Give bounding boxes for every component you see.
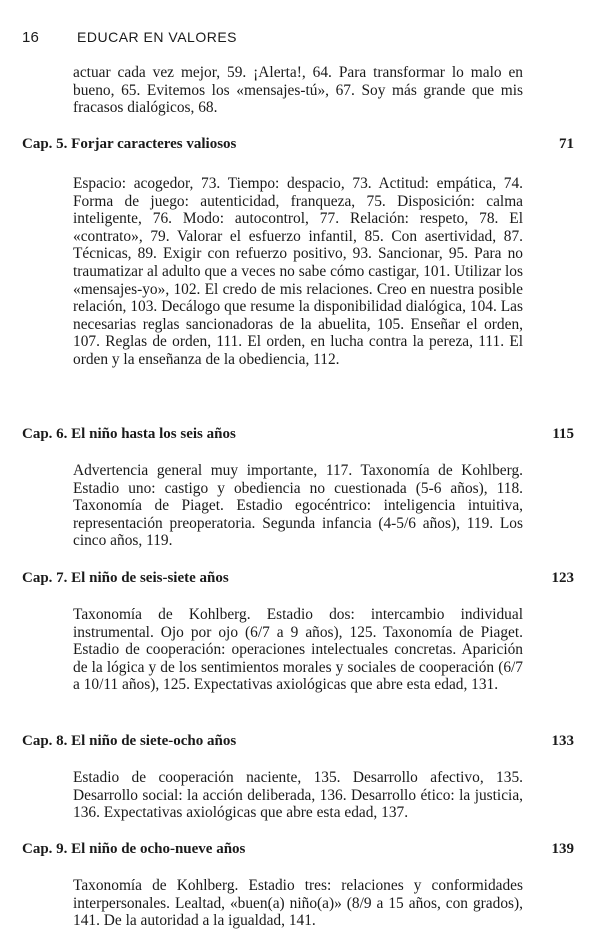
- chapter-heading-5: [22, 136, 574, 153]
- chapter-page: 139: [551, 841, 574, 857]
- chapter-title: Cap. 9. El niño de ocho-nueve años: [22, 841, 246, 857]
- chapter-page: 123: [551, 570, 574, 586]
- chapter-summary-9: Taxonomía de Kohlberg. Estadio tres: relaciones y conformidades interpersonales. Lealtad, «buen(a) niño(a)» (8/9 a 15 años, con grados), 141. De la autoridad a la igualdad, 141.: [73, 877, 523, 930]
- chapter-summary-5: Espacio: acogedor, 73. Tiempo: despacio, 73. Actitud: empática, 74. Forma de juego: autenticidad, franqueza, 75. Disposición: calma inteligente, 76. Modo: autocontrol, 77. Relación: respeto, 78. El «contrato», 79. Valorar el esfuerzo infantil, 85. Con asertividad, 87. Técnicas, 89. Exigir con refuerzo positivo, 93. Sancionar, 95. Para no traumatizar al adulto que a veces no sabe cómo castigar, 101. Utilizar los «mensajes-yo», 102. El credo de mis relaciones. Creo en nuestra posible relación, 103. Decálogo que resume la disponibilidad dialógica, 104. Las necesarias reglas sancionadoras de la abuelita, 105. Enseñar el orden, 107. Reglas de orden, 111. El orden, en lucha contra la pereza, 111. El orden y la enseñanza de la obediencia, 112.: [73, 175, 523, 368]
- chapter-title: Cap. 6. El niño hasta los seis años: [22, 426, 236, 442]
- book-title: EDUCAR EN VALORES: [77, 29, 237, 45]
- chapter-summary-6: Advertencia general muy importante, 117. Taxonomía de Kohlberg. Estadio uno: castigo y obediencia no cuestionada (5-6 años), 118. Taxonomía de Piaget. Estadio egocéntrico: inteligencia intuitiva, representación preoperatoria. Segunda infancia (4-5/6 años), 119. Los cinco años, 119.: [73, 462, 523, 550]
- intro-paragraph: actuar cada vez mejor, 59. ¡Alerta!, 64. Para transformar lo malo en bueno, 65. Evitemos los «mensajes-tú», 67. Soy más grande que mis fracasos dialógicos, 68.: [73, 64, 523, 117]
- page-number: 16: [22, 29, 40, 46]
- chapter-page: 115: [552, 426, 574, 442]
- chapter-title: Cap. 5. Forjar caracteres valiosos: [22, 136, 237, 152]
- chapter-page: 133: [551, 733, 574, 749]
- running-head: [22, 29, 237, 47]
- chapter-page: 71: [559, 136, 574, 152]
- chapter-summary-8: Estadio de cooperación naciente, 135. Desarrollo afectivo, 135. Desarrollo social: la acción deliberada, 136. Desarrollo ético: la justicia, 136. Expectativas axiológicas que abre esta edad, 137.: [73, 769, 523, 822]
- chapter-heading-9: [22, 841, 574, 858]
- chapter-heading-6: [22, 426, 574, 443]
- chapter-heading-8: [22, 733, 574, 750]
- chapter-summary-7: Taxonomía de Kohlberg. Estadio dos: intercambio individual instrumental. Ojo por ojo (6/7 a 9 años), 125. Taxonomía de Piaget. Estadio de cooperación: operaciones intelectuales concretas. Aparición de la lógica y de los sentimientos morales y sociales de cooperación (6/7 a 10/11 años), 125. Expectativas axiológicas que abre esta edad, 131.: [73, 606, 523, 694]
- chapter-heading-7: [22, 570, 574, 587]
- chapter-title: Cap. 7. El niño de seis-siete años: [22, 570, 229, 586]
- chapter-title: Cap. 8. El niño de siete-ocho años: [22, 733, 237, 749]
